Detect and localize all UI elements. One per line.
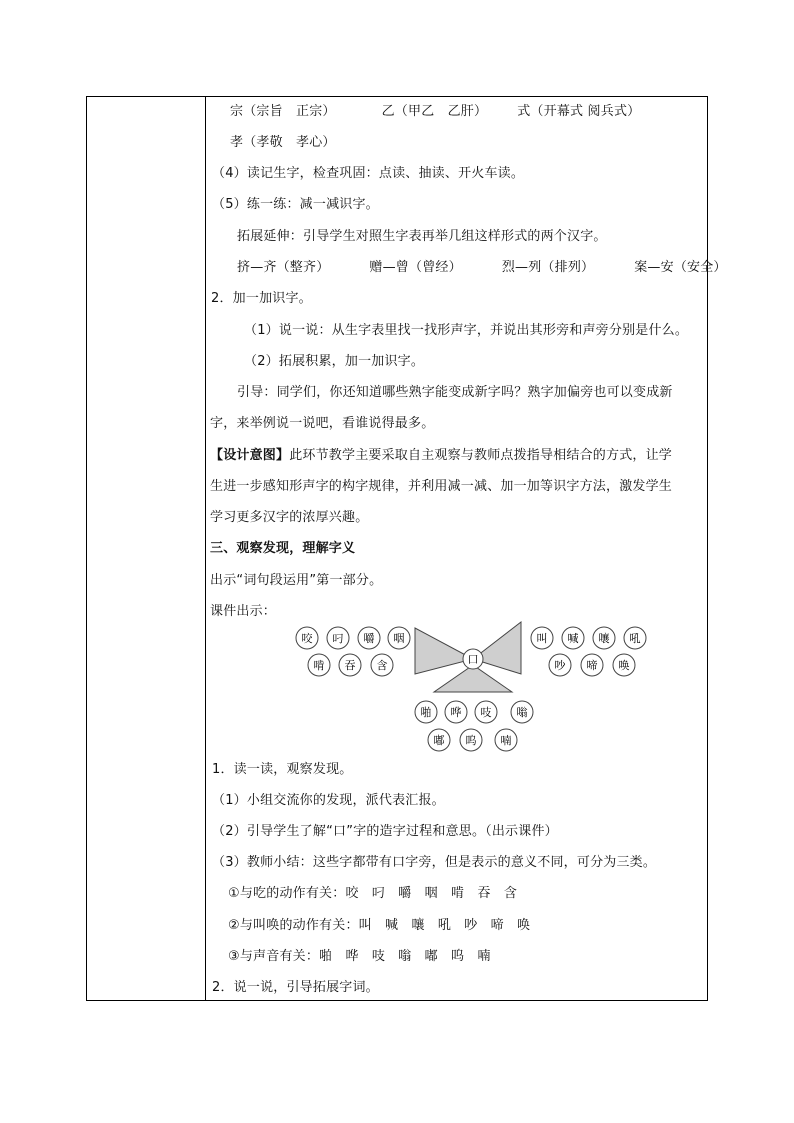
right-char: 吵	[554, 659, 566, 672]
design-intent-label: 【设计意图】	[210, 448, 290, 463]
text-line-20: （2）引导学生了解“口”字的造字过程和意思。（出示课件）	[212, 824, 558, 839]
text-line-5: 拓展延伸：引导学生对照生字表再举几组这样形式的两个汉字。	[237, 229, 607, 244]
right-char: 叫	[536, 632, 548, 645]
right-char: 吼	[629, 632, 641, 645]
line6-part-c: 烈—列（排列）	[501, 260, 595, 275]
line12-text: 此环节教学主要采取自主观察与教师点拨指导相结合的方式，让学	[289, 448, 673, 463]
left-char: 咬	[301, 632, 313, 645]
text-line-10: 引导：同学们，你还知道哪些熟字能变成新字吗？熟字加偏旁也可以变成新	[237, 385, 673, 400]
text-line-13: 生进一步感知形声字的构字规律，并利用减一减、加一加等识字方法，激发学生	[210, 479, 673, 494]
text-line-21: （3）教师小结：这些字都带有口字旁，但是表示的意义不同，可分为三类。	[212, 855, 657, 870]
text-line-19: （1）小组交流你的发现，派代表汇报。	[212, 793, 445, 808]
right-char: 喊	[567, 632, 579, 645]
text-line-25: 2．说一说，引导拓展字词。	[212, 980, 379, 995]
text-line-24: ③与声音有关：啪 哗 吱 嗡 嘟 呜 喃	[228, 949, 491, 964]
text-line-12	[210, 447, 672, 465]
left-char: 含	[376, 659, 388, 672]
text-line-2: 孝（孝敬 孝心）	[230, 135, 336, 150]
text-line-8: （1）说一说：从生字表里找一找形声字，并说出其形旁和声旁分别是什么。	[244, 323, 689, 338]
bottom-char: 嘟	[433, 734, 445, 747]
section-heading-3: 三、观察发现，理解字义	[210, 541, 356, 556]
text-line-3: （4）读记生字，检查巩固：点读、抽读、开火车读。	[212, 166, 525, 181]
text-line-16: 出示“词句段运用”第一部分。	[210, 573, 383, 588]
left-char: 咽	[393, 632, 405, 645]
line6-part-a: 挤—齐（整齐）	[237, 260, 330, 275]
bottom-char: 嗡	[516, 706, 528, 719]
text-line-14: 学习更多汉字的浓厚兴趣。	[210, 510, 369, 525]
bottom-char: 啪	[420, 706, 432, 719]
right-char: 唤	[618, 659, 630, 672]
center-char: 口	[467, 653, 479, 666]
text-line-7: 2．加一加识字。	[211, 291, 312, 306]
line1-part-c: 式（开幕式 阅兵式）	[517, 104, 641, 119]
text-line-4: （5）练一练：减一减识字。	[212, 197, 379, 212]
right-char: 嚷	[598, 632, 610, 645]
bottom-char: 喃	[500, 734, 512, 747]
right-char: 啼	[586, 659, 598, 672]
left-char: 啃	[313, 659, 325, 672]
line6-part-b: 赠—曾（曾经）	[369, 260, 462, 275]
text-line-22: ①与吃的动作有关：咬 叼 嚼 咽 啃 吞 含	[228, 886, 518, 901]
bottom-char: 哗	[450, 706, 462, 719]
bottom-char: 呜	[465, 734, 477, 747]
left-char: 叼	[332, 632, 344, 645]
text-line-11: 字，来举例说一说吧，看谁说得最多。	[210, 416, 435, 431]
left-wing-shape	[415, 628, 473, 674]
line1-part-b: 乙（甲乙 乙肝）	[381, 104, 488, 119]
text-line-17: 课件出示：	[210, 604, 277, 619]
line1-part-a: 宗（宗旨 正宗）	[230, 104, 336, 119]
column-divider	[205, 97, 206, 1000]
line6-part-d: 案—安（安全）	[634, 260, 727, 275]
text-line-1	[230, 103, 640, 121]
text-line-23: ②与叫唤的动作有关：叫 喊 嚷 吼 吵 啼 唤	[228, 918, 531, 933]
text-line-9: （2）拓展积累，加一加识字。	[244, 354, 425, 369]
left-char: 吞	[344, 659, 356, 672]
mouth-radical-diagram	[286, 620, 666, 755]
bottom-char: 吱	[480, 706, 492, 719]
text-line-6	[237, 259, 727, 277]
text-line-18: 1．读一读，观察发现。	[212, 762, 353, 777]
left-char: 嚼	[363, 632, 375, 645]
